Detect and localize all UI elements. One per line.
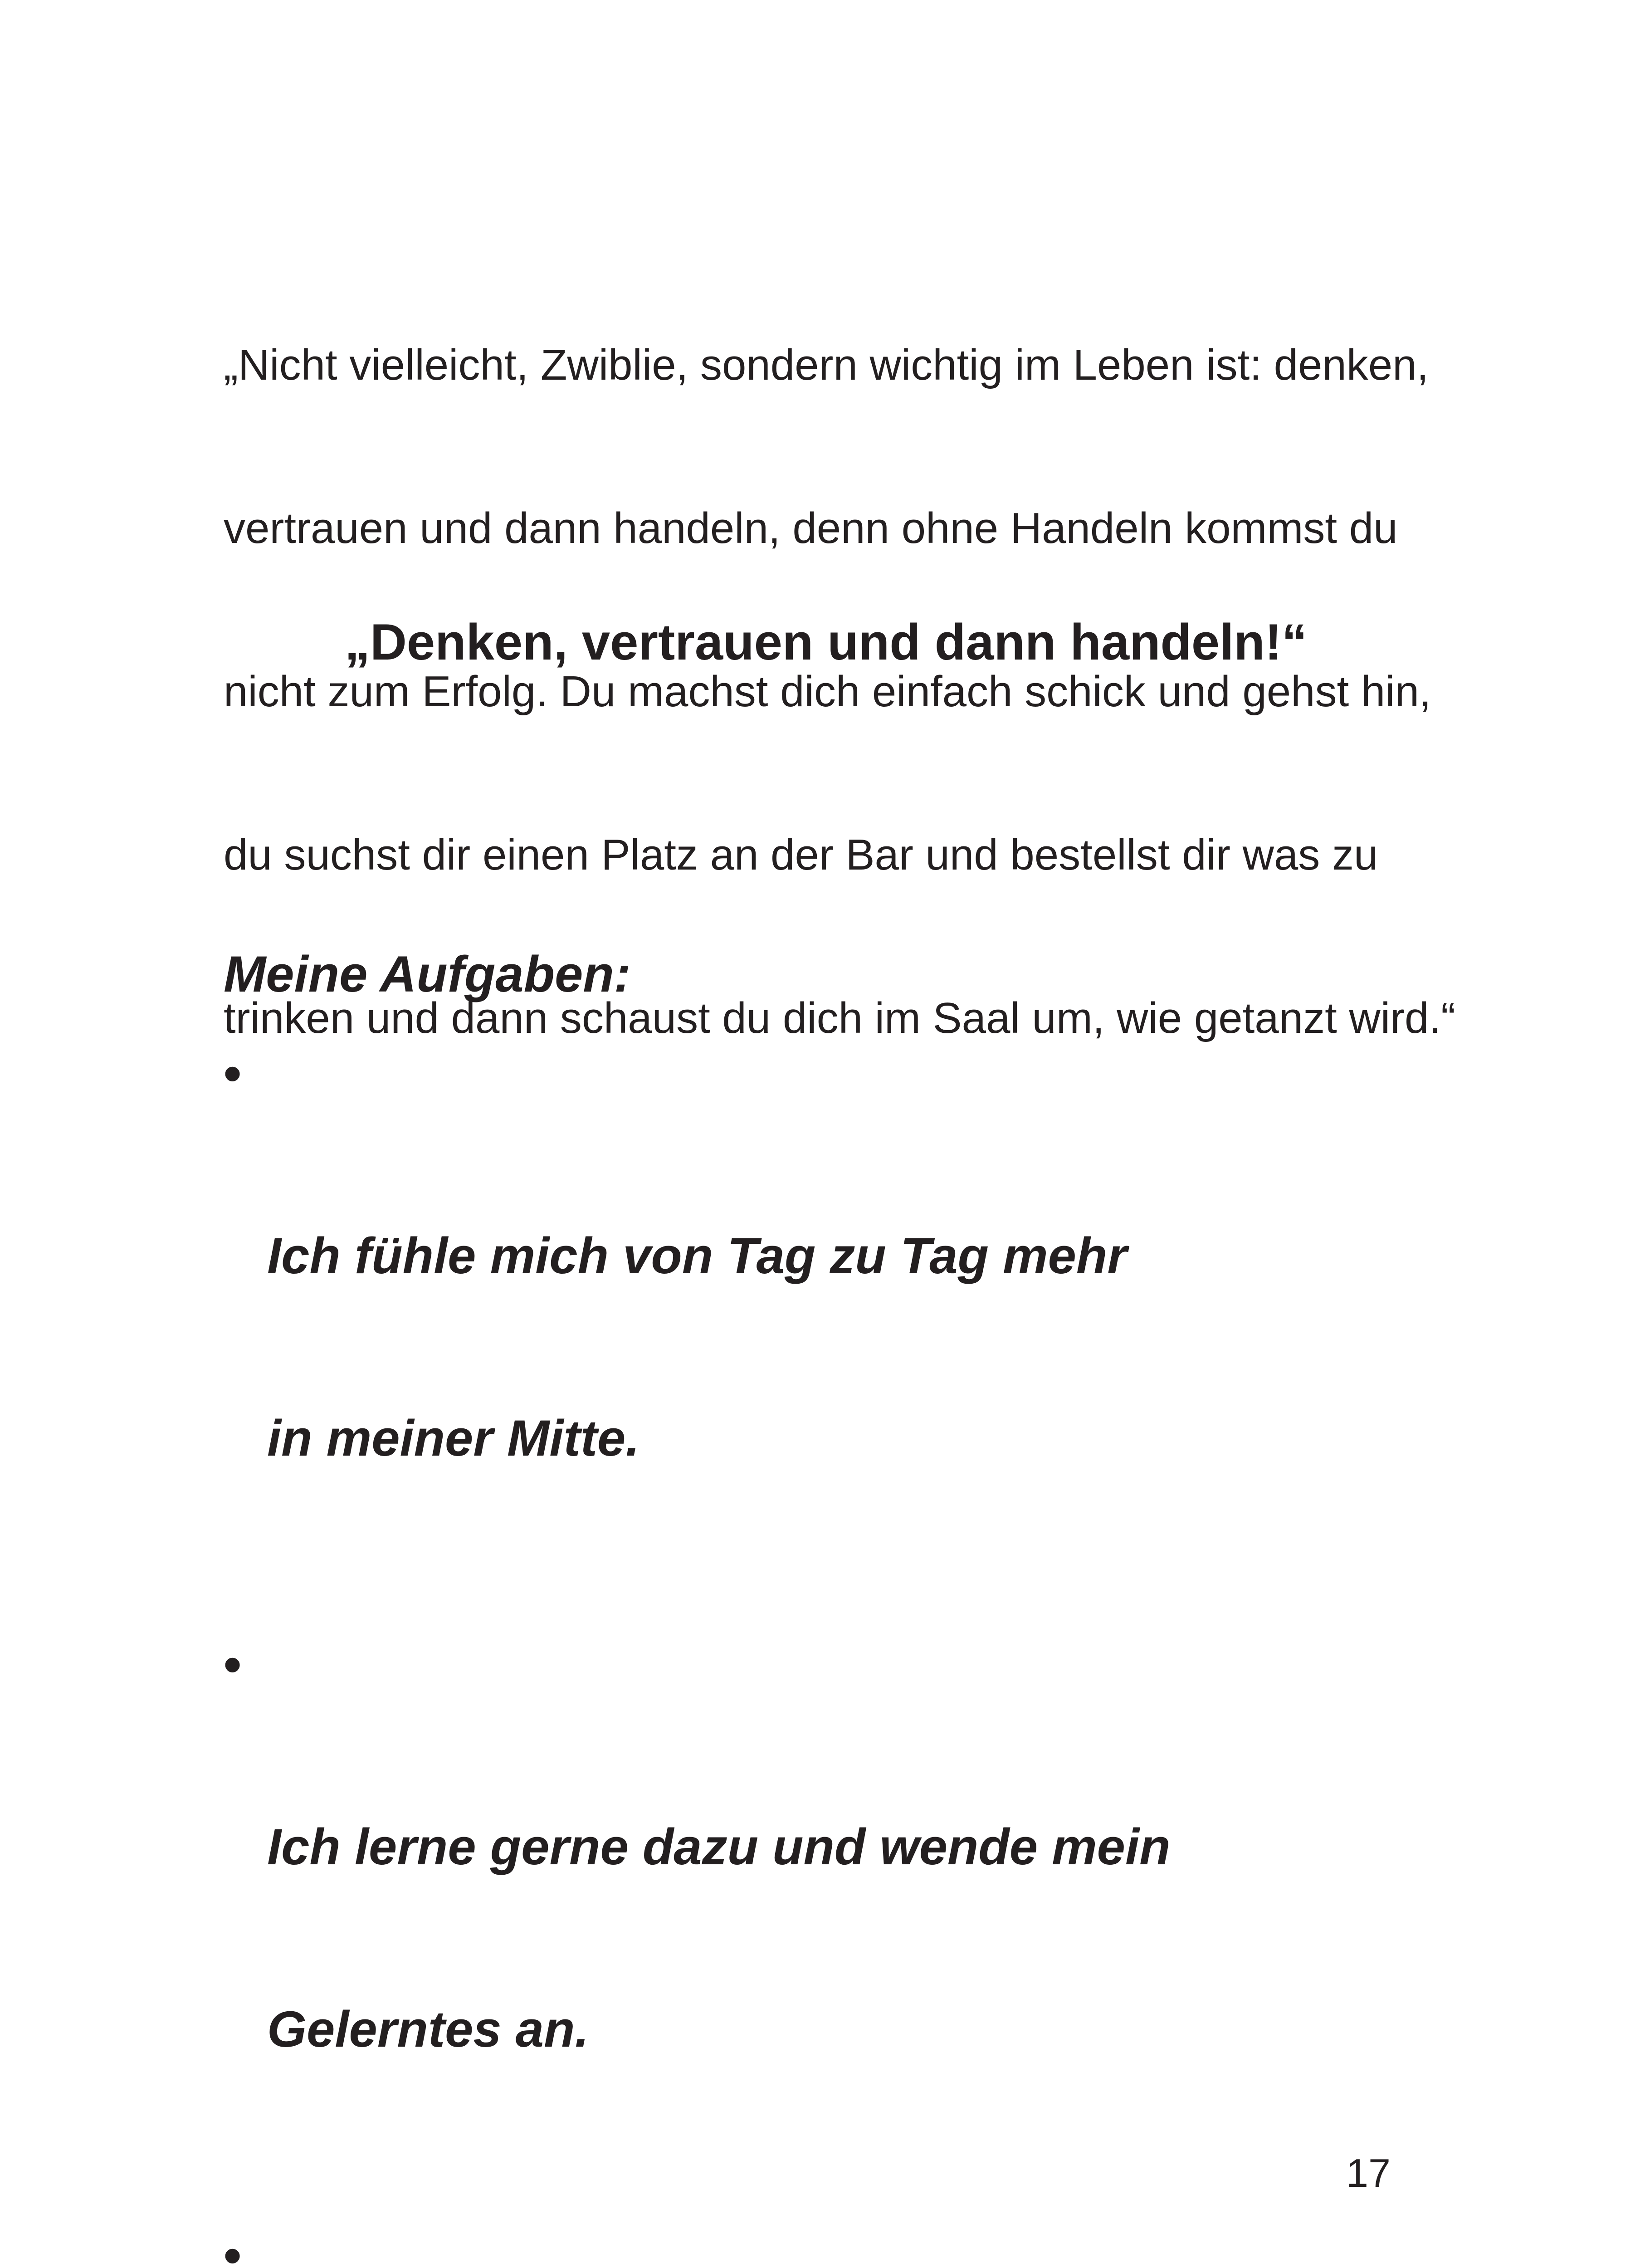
body-line: nicht zum Erfolg. Du machst dich einfach schick und gehst hin, xyxy=(224,667,1431,716)
body-line: du suchst dir einen Platz an der Bar und bestellst dir was zu xyxy=(224,831,1378,879)
bullet-icon: • xyxy=(224,1636,242,1693)
body-line: „Nicht vielleicht, Zwiblie, sondern wichtig im Leben ist: denken, xyxy=(224,341,1429,389)
task-list xyxy=(224,1043,1187,2268)
motto-quote: „Denken, vertrauen und dann handeln!“ xyxy=(345,614,1308,670)
task-line: Ich fühle mich von Tag zu Tag mehr xyxy=(267,1227,1127,1284)
task-line: Ich lerne gerne dazu und wende mein xyxy=(267,1818,1171,1875)
bullet-icon: • xyxy=(224,2227,242,2268)
task-line: in meiner Mitte. xyxy=(267,1410,640,1466)
bullet-icon: • xyxy=(224,1045,242,1102)
page-number: 17 xyxy=(1346,2151,1391,2195)
body-paragraph xyxy=(224,229,1455,1154)
body-line: trinken und dann schaust du dich im Saal um, wie getanzt wird.“ xyxy=(224,994,1456,1042)
list-item xyxy=(224,2225,1187,2268)
task-line: Gelerntes an. xyxy=(267,2001,589,2058)
list-item xyxy=(224,1043,1187,1590)
body-line: vertrauen und dann handeln, denn ohne Handeln kommst du xyxy=(224,504,1398,552)
tasks-heading: Meine Aufgaben: xyxy=(224,946,631,1002)
list-item xyxy=(224,1634,1187,2181)
